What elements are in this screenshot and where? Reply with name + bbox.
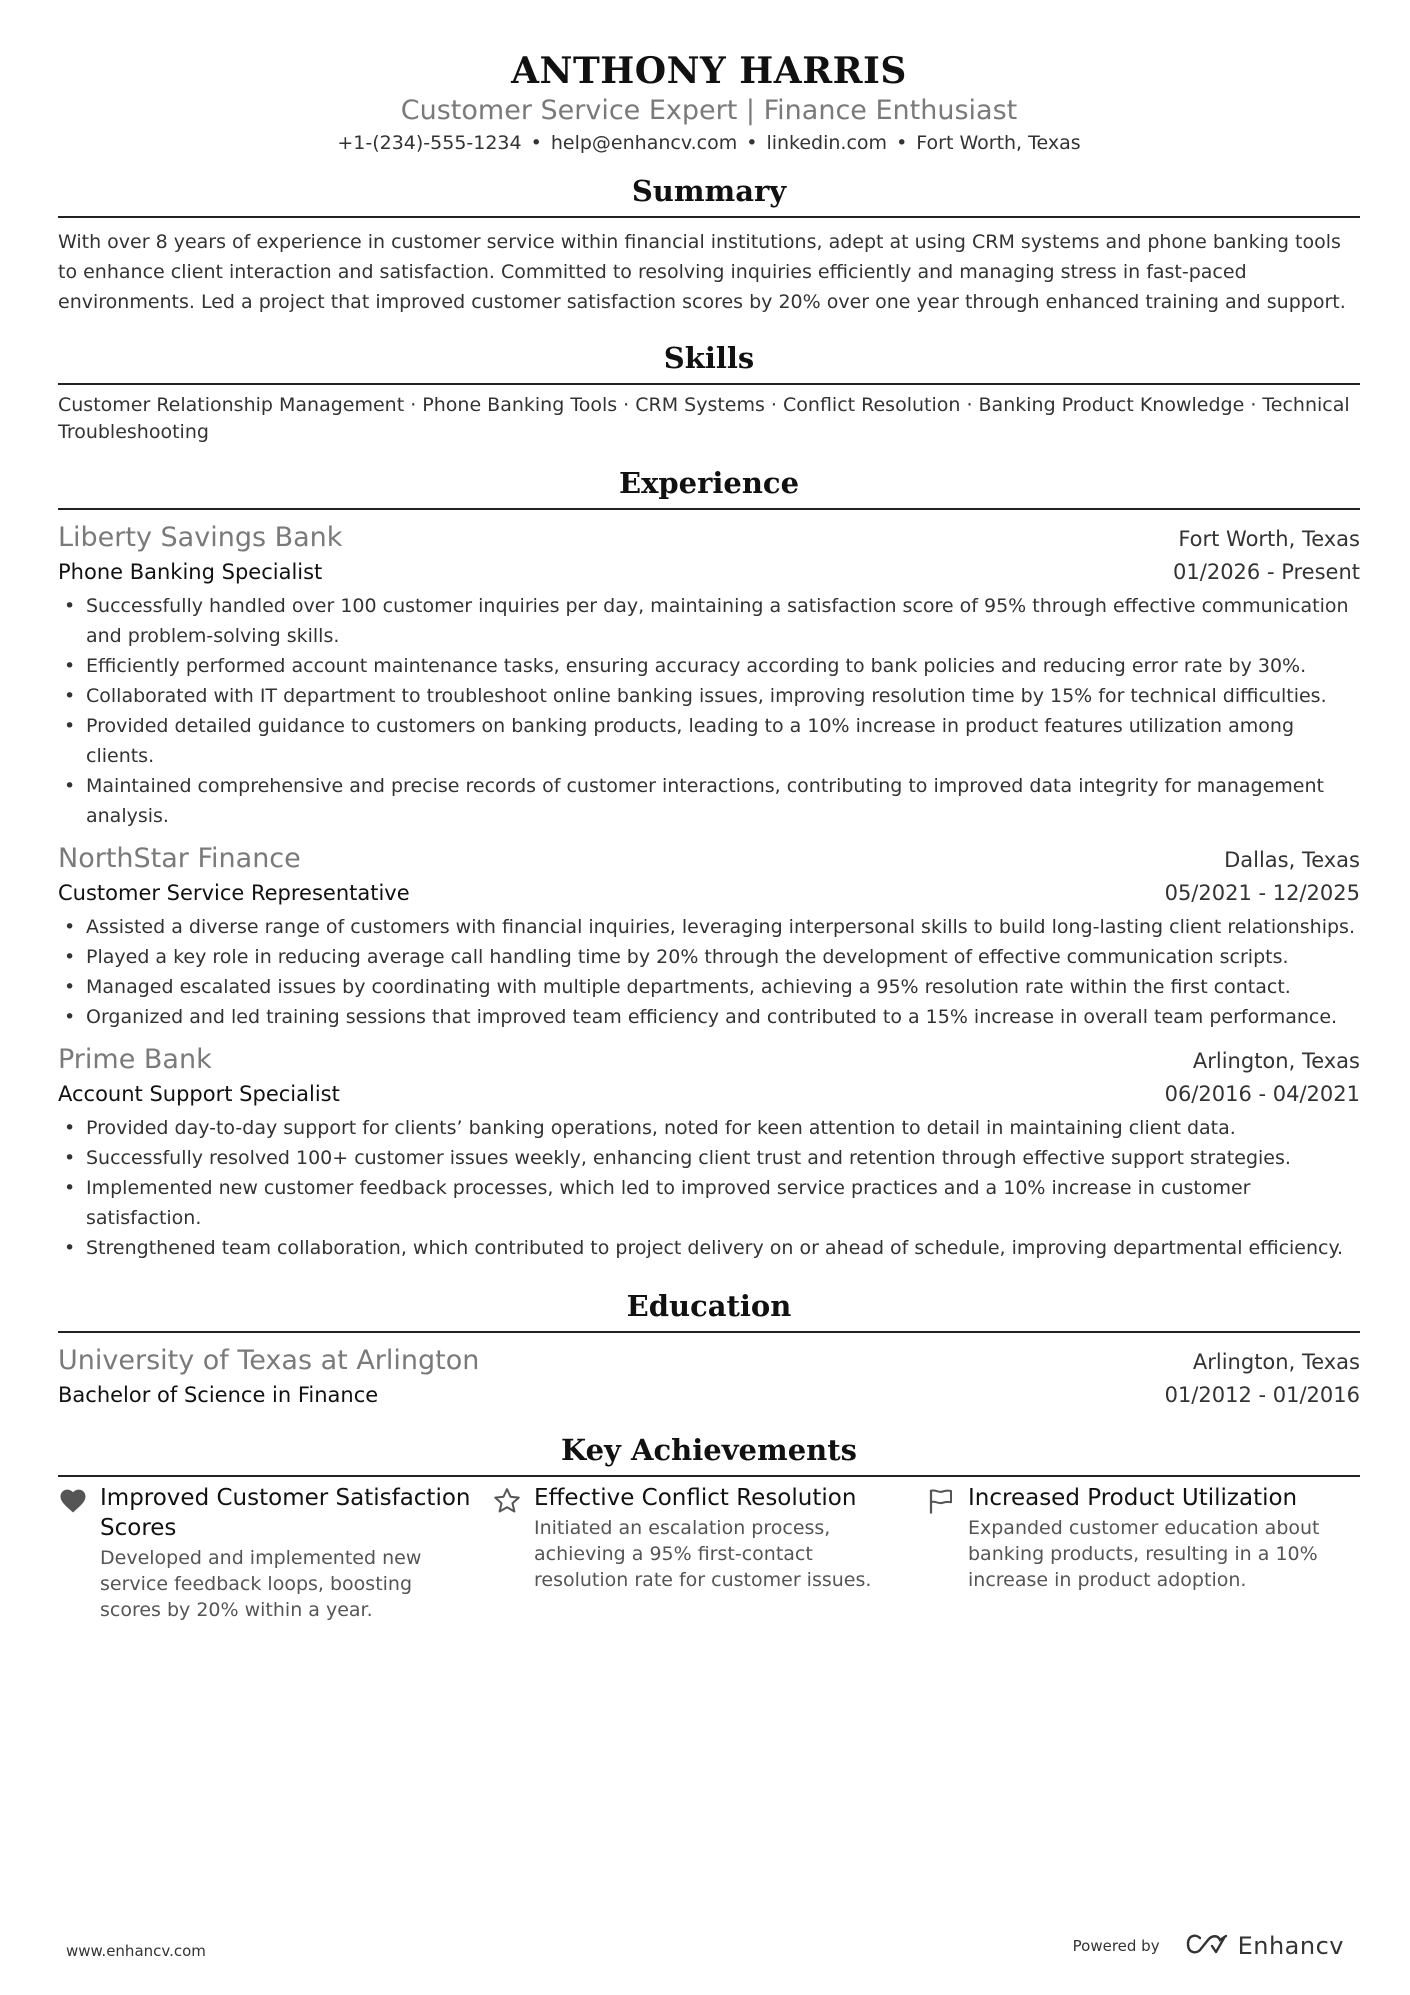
achievement-description: Developed and implemented new service feedback loops, boosting scores by 20% within a year. (100, 1547, 422, 1621)
education-dates: 01/2012 - 01/2016 (1164, 1383, 1360, 1407)
bullet-item: • Efficiently performed account maintenance tasks, ensuring accuracy according to bank policies and reducing error rate by 30%. (58, 651, 1360, 681)
separator-dot: • (746, 132, 758, 154)
bullet-item: • Implemented new customer feedback processes, which led to improved service practices and a 10% increase in customer satisfaction. (58, 1173, 1360, 1233)
resume-page (58, 0, 1360, 1623)
achievements-title: Key Achievements (561, 1433, 857, 1467)
job-dates: 06/2016 - 04/2021 (1164, 1082, 1360, 1106)
job-title: Phone Banking Specialist (58, 560, 323, 584)
job-location: Dallas, Texas (1224, 848, 1360, 872)
location-text: Fort Worth, Texas (916, 132, 1081, 154)
job-title: Customer Service Representative (58, 881, 410, 905)
bullet-item: • Collaborated with IT department to troubleshoot online banking issues, improving resolution time by 15% for technical difficulties. (58, 681, 1360, 711)
education-section (58, 1287, 1360, 1411)
bullet-item: • Successfully handled over 100 customer inquiries per day, maintaining a satisfaction score of 95% through effective communication and problem-solving skills. (58, 591, 1360, 651)
achievements-section (58, 1431, 1360, 1623)
achievement-title: Improved Customer Satisfaction Scores (100, 1485, 471, 1541)
company-name: Liberty Savings Bank (58, 522, 343, 553)
achievement-description: Expanded customer education about banking products, resulting in a 10% increase in product adoption. (968, 1517, 1320, 1591)
skills-list: Customer Relationship Management · Phone Banking Tools · CRM Systems · Conflict Resolution · Banking Product Knowledge · Technical Troubleshooting (58, 394, 1350, 443)
school-name: University of Texas at Arlington (58, 1345, 480, 1376)
contact-line (58, 130, 1360, 156)
linkedin-link[interactable]: linkedin.com (766, 132, 888, 154)
flag-icon (926, 1483, 968, 1623)
achievement-item (926, 1483, 1360, 1623)
bullet-item: • Organized and led training sessions that improved team efficiency and contributed to a 15% increase in overall team performance. (58, 1002, 1360, 1032)
candidate-headline: Customer Service Expert | Finance Enthusiast (400, 95, 1018, 126)
company-name: Prime Bank (58, 1044, 212, 1075)
brand-name: Enhancv (1237, 1932, 1344, 1960)
bullet-item: • Played a key role in reducing average call handling time by 20% through the development of effective communication scripts. (58, 942, 1360, 972)
bullet-item: • Strengthened team collaboration, which contributed to project delivery on or ahead of schedule, improving departmental efficiency. (58, 1233, 1360, 1263)
experience-section (58, 464, 1360, 1263)
section-divider (58, 1331, 1360, 1333)
email-link[interactable]: help@enhancv.com (550, 132, 738, 154)
skills-section (58, 339, 1360, 446)
achievement-item (58, 1483, 492, 1623)
achievements-grid (58, 1483, 1360, 1623)
summary-title: Summary (631, 174, 787, 208)
skills-title: Skills (663, 341, 755, 375)
heart-icon (58, 1483, 100, 1623)
achievement-title: Effective Conflict Resolution (534, 1485, 857, 1511)
degree-name: Bachelor of Science in Finance (58, 1383, 379, 1407)
star-icon (492, 1483, 534, 1623)
education-entry (58, 1343, 1360, 1411)
bullet-item: • Provided day-to-day support for clients’ banking operations, noted for keen attention to detail in maintaining client data. (58, 1113, 1360, 1143)
school-location: Arlington, Texas (1192, 1350, 1360, 1374)
section-divider (58, 383, 1360, 385)
bullet-item: • Maintained comprehensive and precise records of customer interactions, contributing to improved data integrity for management analysis. (58, 771, 1360, 831)
company-name: NorthStar Finance (58, 843, 301, 874)
summary-text: With over 8 years of experience in customer service within financial institutions, adept at using CRM systems and phone banking tools to enhance client interaction and satisfaction. Committed to resolving inquiries efficiently and managing stress in fast-paced environments. Led a project that improved customer satisfaction scores by 20% over one year through enhanced training and support. (58, 231, 1346, 313)
experience-entry (58, 841, 1360, 1032)
job-location: Arlington, Texas (1192, 1049, 1360, 1073)
separator-dot: • (896, 132, 908, 154)
experience-entry (58, 520, 1360, 831)
bullet-item: • Assisted a diverse range of customers with financial inquiries, leveraging interpersonal skills to build long-lasting client relationships. (58, 912, 1360, 942)
powered-by-text: Powered by (1072, 1937, 1160, 1955)
job-dates: 01/2026 - Present (1173, 560, 1360, 584)
section-divider (58, 1475, 1360, 1477)
bullet-item: • Provided detailed guidance to customers on banking products, leading to a 10% increase in product features utilization among clients. (58, 711, 1360, 771)
achievement-item (492, 1483, 926, 1623)
experience-title: Experience (618, 466, 800, 500)
bullet-item: • Managed escalated issues by coordinating with multiple departments, achieving a 95% resolution rate within the first contact. (58, 972, 1360, 1002)
bullet-item: • Successfully resolved 100+ customer issues weekly, enhancing client trust and retention through effective support strategies. (58, 1143, 1360, 1173)
job-dates: 05/2021 - 12/2025 (1164, 881, 1360, 905)
experience-entry (58, 1042, 1360, 1263)
achievement-title: Increased Product Utilization (968, 1485, 1298, 1511)
job-title: Account Support Specialist (58, 1082, 340, 1106)
job-bullets (58, 591, 1360, 831)
education-title: Education (626, 1289, 792, 1323)
job-location: Fort Worth, Texas (1178, 527, 1360, 551)
phone-number: +1-(234)-555-1234 (337, 132, 522, 154)
job-bullets (58, 912, 1360, 1032)
summary-section (58, 172, 1360, 317)
separator-dot: • (530, 132, 542, 154)
section-divider (58, 216, 1360, 218)
achievement-description: Initiated an escalation process, achieving a 95% first-contact resolution rate for customer issues. (534, 1517, 872, 1591)
footer-website[interactable]: www.enhancv.com (66, 1942, 206, 1960)
job-bullets (58, 1113, 1360, 1263)
section-divider (58, 508, 1360, 510)
candidate-name: ANTHONY HARRIS (511, 50, 907, 92)
enhancv-logo-icon (1184, 1932, 1230, 1960)
footer-branding (1073, 1932, 1344, 1960)
